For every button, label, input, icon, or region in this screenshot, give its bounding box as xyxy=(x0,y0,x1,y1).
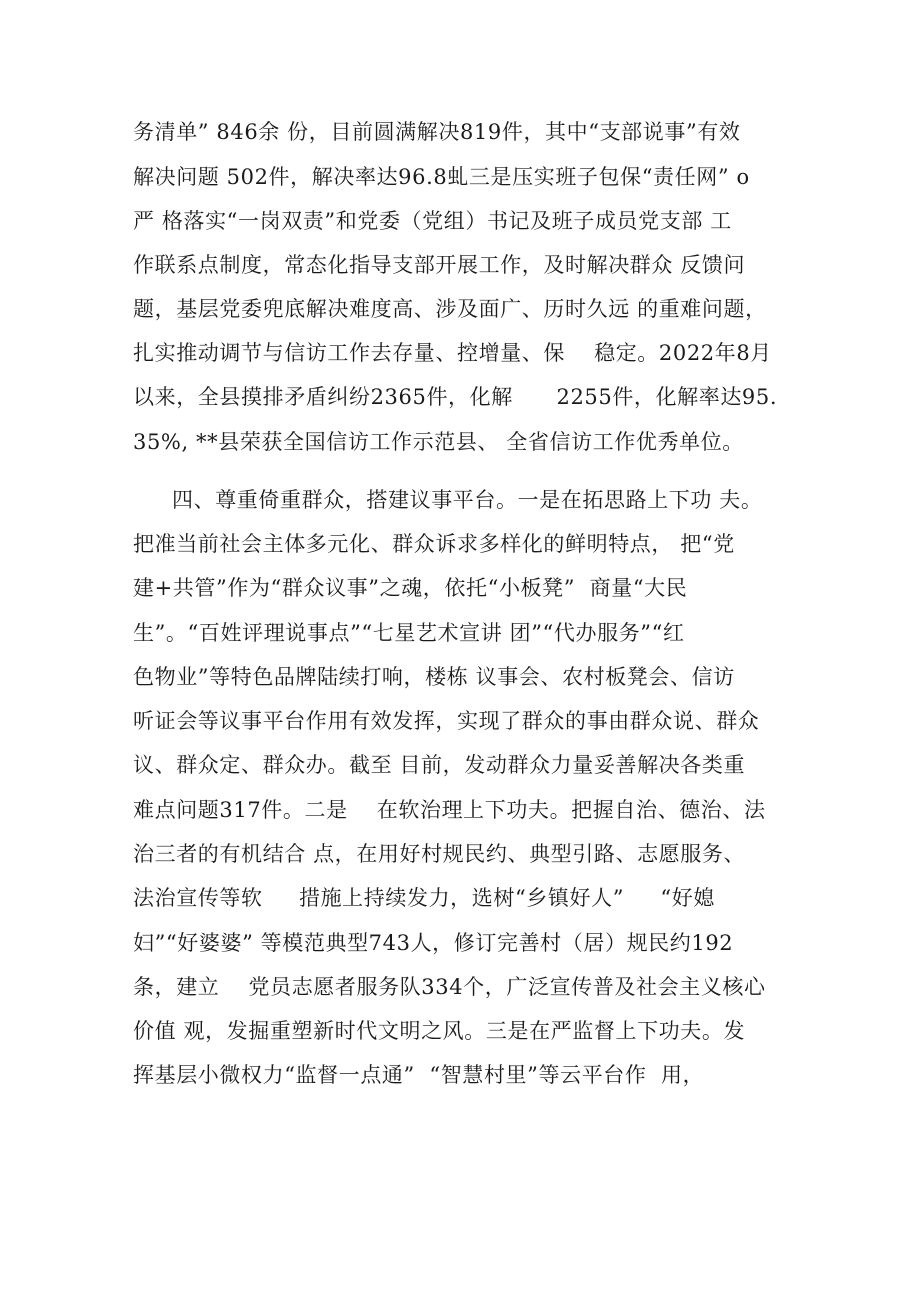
text-line: 题，基层党委兜底解决难度高、涉及面广、历时久远 的重难问题， xyxy=(133,297,767,321)
text-line: 严 格落实“一岗双责”和党委（党组）书记及班子成员党支部 工 xyxy=(133,209,732,233)
text-line: 条，建立 党员志愿者服务队334个，广泛宣传普及社会主义核心 xyxy=(133,975,766,999)
text-line: 生”。“百姓评理说事点”“七星艺术宣讲 团”“代办服务”“红 xyxy=(133,621,685,645)
text-line: 难点问题317件。二是 在软治理上下功夫。把握自治、德治、法 xyxy=(133,798,766,822)
text-line: 务清单” 846余 份，目前圆满解决819件，其中“支部说事”有效 xyxy=(133,120,741,144)
text-line: 色物业”等特色品牌陆续打响，楼栋 议事会、农村板凳会、信访 xyxy=(133,665,735,689)
text-line: 解决问题 502件，解决率达96.8虬三是压实班子包保“责任网” o xyxy=(133,165,750,189)
text-line: 扎实推动调节与信访工作去存量、控增量、保 稳定。2022年8月 xyxy=(133,341,772,365)
text-line: 法治宣传等软 措施上持续发力，选树“乡镇好人” “好媳 xyxy=(133,886,715,910)
text-line: 35%, **县荣获全国信访工作示范县、 全省信访工作优秀单位。 xyxy=(133,430,744,454)
text-line: 听证会等议事平台作用有效发挥，实现了群众的事由群众说、群众 xyxy=(133,709,760,733)
text-line: 把准当前社会主体多元化、群众诉求多样化的鲜明特点， 把“党 xyxy=(133,532,735,556)
text-line: 建+共管”作为“群众议事”之魂，依托“小板凳” 商量“大民 xyxy=(133,576,688,600)
text-line: 议、群众定、群众办。截至 目前，发动群众力量妥善解决各类重 xyxy=(133,753,746,777)
text-line: 作联系点制度，常态化指导支部开展工作，及时解决群众 反馈问 xyxy=(133,253,746,277)
text-line: 妇”“好婆婆” 等模范典型743人，修订完善村（居）规民约192 xyxy=(133,931,734,955)
text-line: 价值 观，发掘重塑新时代文明之风。三是在严监督上下功夫。发 xyxy=(133,1019,746,1043)
text-line: 以来，全县摸排矛盾纠纷2365件，化解 2255件，化解率达95. xyxy=(133,385,778,409)
paragraph-first-line: 四、尊重倚重群众，搭建议事平台。一是在拓思路上下功 夫。 xyxy=(172,488,763,512)
text-line: 挥基层小微权力“监督一点通” “智慧村里”等云平台作 用， xyxy=(133,1063,705,1087)
text-line: 治三者的有机结合 点，在用好村规民约、典型引路、志愿服务、 xyxy=(133,842,746,866)
